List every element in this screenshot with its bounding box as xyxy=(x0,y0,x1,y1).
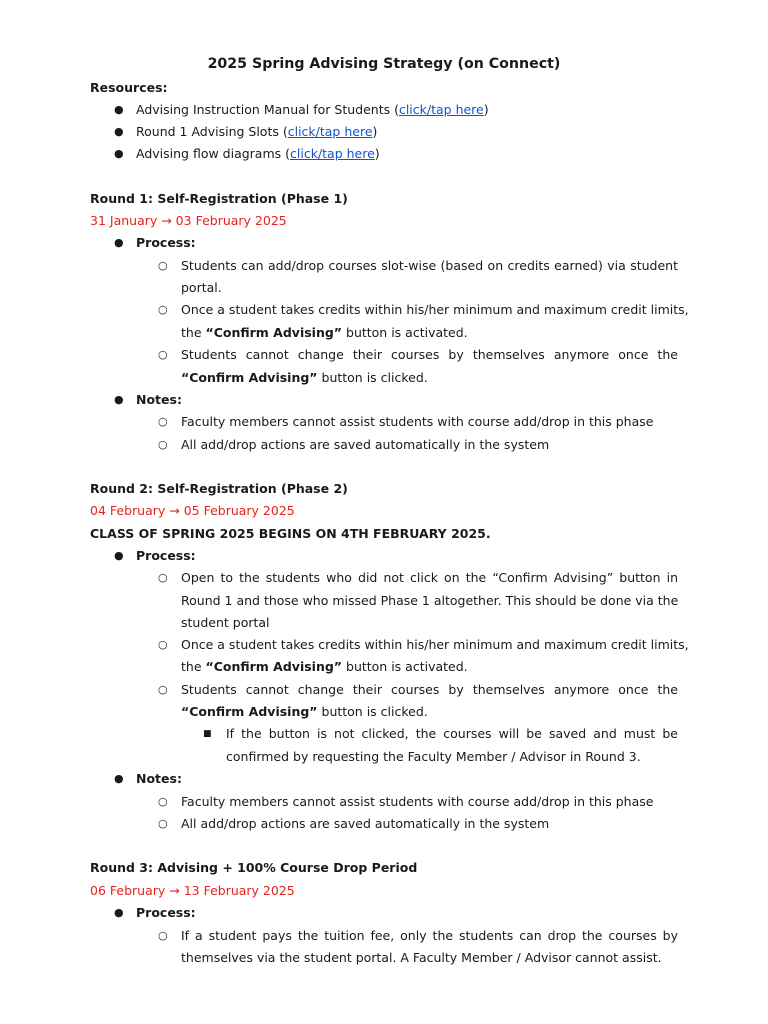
round2-process-item: ○ Once a student takes credits within his/her minimum and maximum credit limits, xyxy=(90,634,678,656)
bullet-icon: ● xyxy=(114,549,124,562)
bullet-icon: ● xyxy=(114,772,124,785)
round2-notes-label: ● Notes: xyxy=(90,768,678,790)
round2-process-item-cont: the “Confirm Advising” button is activated. xyxy=(181,659,468,674)
circle-bullet-icon: ○ xyxy=(158,638,168,651)
circle-bullet-icon: ○ xyxy=(158,259,168,272)
resource-item-diagrams: ● Advising flow diagrams (click/tap here) xyxy=(90,143,678,165)
round1-heading: Round 1: Self-Registration (Phase 1) xyxy=(90,191,348,206)
bullet-icon: ● xyxy=(114,147,124,160)
circle-bullet-icon: ○ xyxy=(158,795,168,808)
round1-process-item: ○ Students cannot change their courses by themselves anymore once the xyxy=(90,344,678,366)
circle-bullet-icon: ○ xyxy=(158,683,168,696)
circle-bullet-icon: ○ xyxy=(158,929,168,942)
round3-process-item-cont: themselves via the student portal. A Faculty Member / Advisor cannot assist. xyxy=(181,950,662,965)
square-bullet-icon: ■ xyxy=(203,729,212,739)
round1-note-item: ○ All add/drop actions are saved automatically in the system xyxy=(90,434,678,456)
circle-bullet-icon: ○ xyxy=(158,303,168,316)
round2-announcement: CLASS OF SPRING 2025 BEGINS ON 4TH FEBRUARY 2025. xyxy=(90,526,491,541)
round2-date: 04 February → 05 February 2025 xyxy=(90,503,295,518)
bullet-icon: ● xyxy=(114,125,124,138)
round2-note-item: ○ Faculty members cannot assist students with course add/drop in this phase xyxy=(90,791,678,813)
round1-process-item: ○ Students can add/drop courses slot-wise (based on credits earned) via student xyxy=(90,255,678,277)
diagrams-link[interactable]: click/tap here xyxy=(290,146,375,161)
round3-date: 06 February → 13 February 2025 xyxy=(90,883,295,898)
round2-process-item: ○ Open to the students who did not click on the “Confirm Advising” button in xyxy=(90,567,678,589)
round3-process-item: ○ If a student pays the tuition fee, only the students can drop the courses by xyxy=(90,925,678,947)
round1-process-item-cont: “Confirm Advising” button is clicked. xyxy=(181,370,428,385)
round1-notes-label: ● Notes: xyxy=(90,389,678,411)
round1-date: 31 January → 03 February 2025 xyxy=(90,213,287,228)
round2-process-label: ● Process: xyxy=(90,545,678,567)
manual-link[interactable]: click/tap here xyxy=(398,102,484,117)
circle-bullet-icon: ○ xyxy=(158,348,168,361)
round2-process-item: ○ Students cannot change their courses by themselves anymore once the xyxy=(90,679,678,701)
round1-process-item: ○ Once a student takes credits within his/her minimum and maximum credit limits, xyxy=(90,299,678,321)
round1-process-item-cont: the “Confirm Advising” button is activated. xyxy=(181,325,468,340)
bullet-icon: ● xyxy=(114,103,124,116)
resource-item-manual: ● Advising Instruction Manual for Students (click/tap here) xyxy=(90,99,678,121)
circle-bullet-icon: ○ xyxy=(158,817,168,830)
resources-heading: Resources: xyxy=(90,80,168,95)
resource-item-slots: ● Round 1 Advising Slots (click/tap here) xyxy=(90,121,678,143)
bullet-icon: ● xyxy=(114,393,124,406)
slots-link[interactable]: click/tap here xyxy=(287,124,373,139)
round2-heading: Round 2: Self-Registration (Phase 2) xyxy=(90,481,348,496)
round2-note-item: ○ All add/drop actions are saved automatically in the system xyxy=(90,813,678,835)
circle-bullet-icon: ○ xyxy=(158,571,168,584)
bullet-icon: ● xyxy=(114,236,124,249)
round1-note-item: ○ Faculty members cannot assist students with course add/drop in this phase xyxy=(90,411,678,433)
round1-process-label: ● Process: xyxy=(90,232,678,254)
round2-process-item-cont: “Confirm Advising” button is clicked. xyxy=(181,704,428,719)
round2-process-item-cont: Round 1 and those who missed Phase 1 altogether. This should be done via the xyxy=(181,593,679,608)
round3-process-label: ● Process: xyxy=(90,902,678,924)
bullet-icon: ● xyxy=(114,906,124,919)
round1-process-item-cont: portal. xyxy=(181,280,222,295)
round2-subprocess-item-cont: confirmed by requesting the Faculty Member / Advisor in Round 3. xyxy=(226,749,641,764)
circle-bullet-icon: ○ xyxy=(158,415,168,428)
round2-process-item-cont: student portal xyxy=(181,615,270,630)
round2-subprocess-item: ■ If the button is not clicked, the courses will be saved and must be xyxy=(90,723,678,745)
round3-heading: Round 3: Advising + 100% Course Drop Period xyxy=(90,860,418,875)
circle-bullet-icon: ○ xyxy=(158,438,168,451)
document-title: 2025 Spring Advising Strategy (on Connect) xyxy=(207,56,561,72)
